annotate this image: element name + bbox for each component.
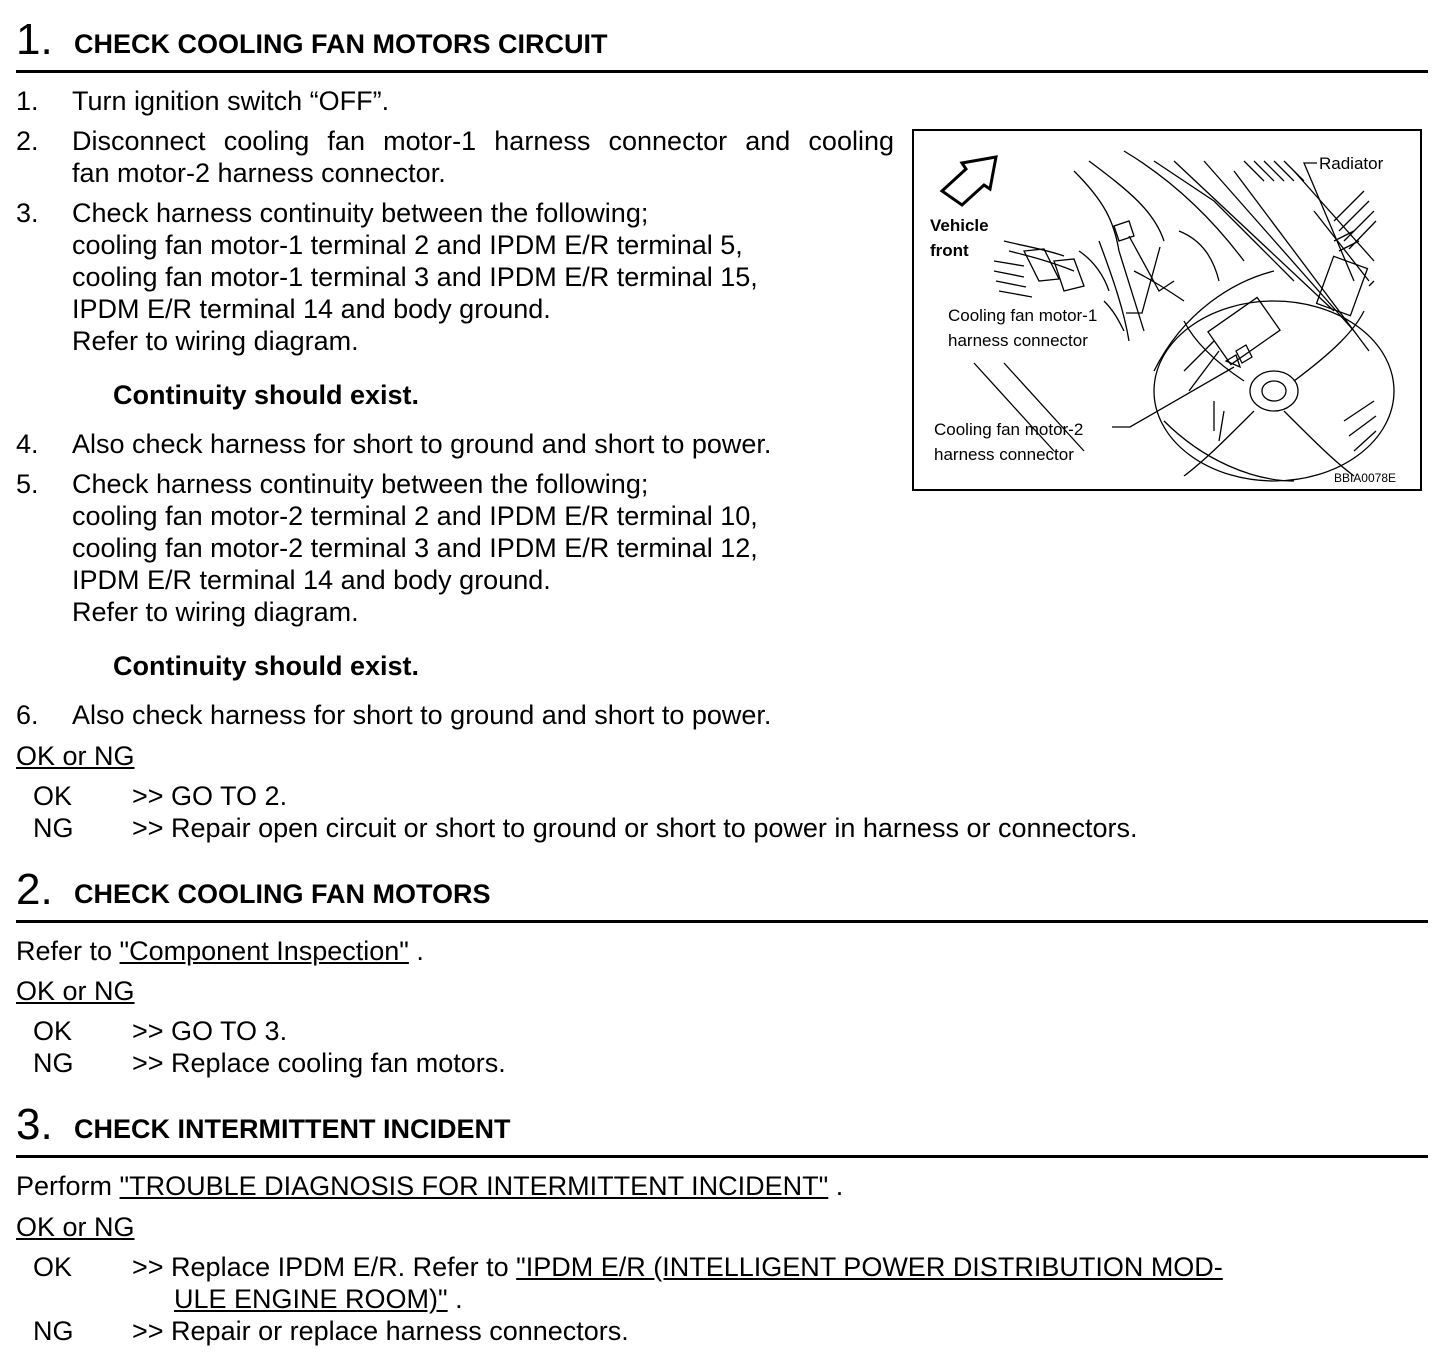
label-fan1-line2: harness connector	[948, 331, 1088, 350]
result-action: >> Repair or replace harness connectors.	[132, 1316, 629, 1346]
intro-prefix: Refer to	[16, 936, 120, 966]
item-number: 5.	[16, 469, 39, 499]
continuity-note: Continuity should exist.	[113, 380, 420, 410]
ipdm-link[interactable]: "IPDM E/R (INTELLIGENT POWER DISTRIBUTION MOD-	[516, 1252, 1223, 1282]
step-3-intro	[16, 1170, 843, 1202]
result-heading: OK or NG	[16, 976, 135, 1006]
label-radiator: Radiator	[1319, 154, 1384, 173]
label-fan2-line1: Cooling fan motor-2	[934, 420, 1084, 439]
step-2-header	[16, 865, 1428, 923]
item-number: 1.	[16, 86, 39, 116]
intro-suffix: .	[828, 1171, 844, 1201]
step-1-title: CHECK COOLING FAN MOTORS CIRCUIT	[74, 29, 608, 59]
result-action: >> GO TO 3.	[132, 1016, 288, 1046]
intro-suffix: .	[408, 936, 424, 966]
item-text: cooling fan motor-2 terminal 3 and IPDM E/R terminal 12,	[72, 533, 758, 563]
intro-prefix: Perform	[16, 1171, 120, 1201]
item-text: IPDM E/R terminal 14 and body ground.	[72, 565, 551, 595]
item-text: fan motor-2 harness connector.	[72, 158, 446, 188]
action-prefix: >> Replace IPDM E/R. Refer to	[132, 1252, 517, 1282]
item-text: Turn ignition switch “OFF”.	[72, 86, 390, 116]
result-action: >> Repair open circuit or short to ground or short to power in harness or connectors.	[132, 813, 1138, 843]
item-number: 3.	[16, 198, 39, 228]
item-text: Disconnect cooling fan motor-1 harness connector and cooling	[72, 126, 894, 156]
result-code-ng: NG	[33, 1048, 74, 1078]
item-text: cooling fan motor-1 terminal 3 and IPDM E/R terminal 15,	[72, 262, 758, 292]
item-number: 2.	[16, 126, 39, 156]
step-3-header	[16, 1100, 1428, 1158]
step-2-title: CHECK COOLING FAN MOTORS	[74, 879, 491, 909]
result-action-cont	[174, 1283, 463, 1315]
label-fan1-line1: Cooling fan motor-1	[948, 306, 1098, 325]
item-text: cooling fan motor-1 terminal 2 and IPDM E/R terminal 5,	[72, 230, 743, 260]
result-code-ok: OK	[33, 1252, 73, 1282]
item-text: Also check harness for short to ground and short to power.	[72, 700, 772, 730]
step-2-intro	[16, 935, 424, 967]
label-front: front	[930, 241, 969, 260]
figure-id: BBIA0078E	[1333, 471, 1396, 485]
label-vehicle: Vehicle	[930, 216, 989, 235]
step-2-number: 2.	[16, 865, 53, 914]
step-1-number: 1.	[16, 15, 53, 64]
result-heading: OK or NG	[16, 741, 135, 771]
result-code-ng: NG	[33, 1316, 74, 1346]
item-text: IPDM E/R terminal 14 and body ground.	[72, 294, 551, 324]
continuity-note: Continuity should exist.	[113, 651, 420, 681]
result-action: >> GO TO 2.	[132, 781, 288, 811]
item-text: Check harness continuity between the following;	[72, 198, 649, 228]
label-fan2-line2: harness connector	[934, 445, 1074, 464]
step-1-header	[16, 15, 1428, 73]
intermittent-incident-link[interactable]: "TROUBLE DIAGNOSIS FOR INTERMITTENT INCIDENT"	[119, 1171, 829, 1201]
item-number: 4.	[16, 429, 39, 459]
result-code-ng: NG	[33, 813, 74, 843]
result-heading: OK or NG	[16, 1212, 135, 1242]
step-3-number: 3.	[16, 1100, 53, 1149]
result-code-ok: OK	[33, 1016, 73, 1046]
component-inspection-link[interactable]: "Component Inspection"	[119, 936, 409, 966]
step-3-title: CHECK INTERMITTENT INCIDENT	[74, 1114, 511, 1144]
item-number: 6.	[16, 700, 39, 730]
item-text: Also check harness for short to ground and short to power.	[72, 429, 772, 459]
ipdm-link-cont[interactable]: ULE ENGINE ROOM)"	[174, 1284, 448, 1314]
item-text: Check harness continuity between the following;	[72, 469, 649, 499]
item-text: cooling fan motor-2 terminal 2 and IPDM E/R terminal 10,	[72, 501, 758, 531]
action-suffix: .	[447, 1284, 463, 1314]
result-code-ok: OK	[33, 781, 73, 811]
cooling-fan-figure	[912, 129, 1422, 491]
result-action	[132, 1251, 1223, 1283]
result-action: >> Replace cooling fan motors.	[132, 1048, 506, 1078]
item-text: Refer to wiring diagram.	[72, 597, 359, 627]
item-text: Refer to wiring diagram.	[72, 326, 359, 356]
